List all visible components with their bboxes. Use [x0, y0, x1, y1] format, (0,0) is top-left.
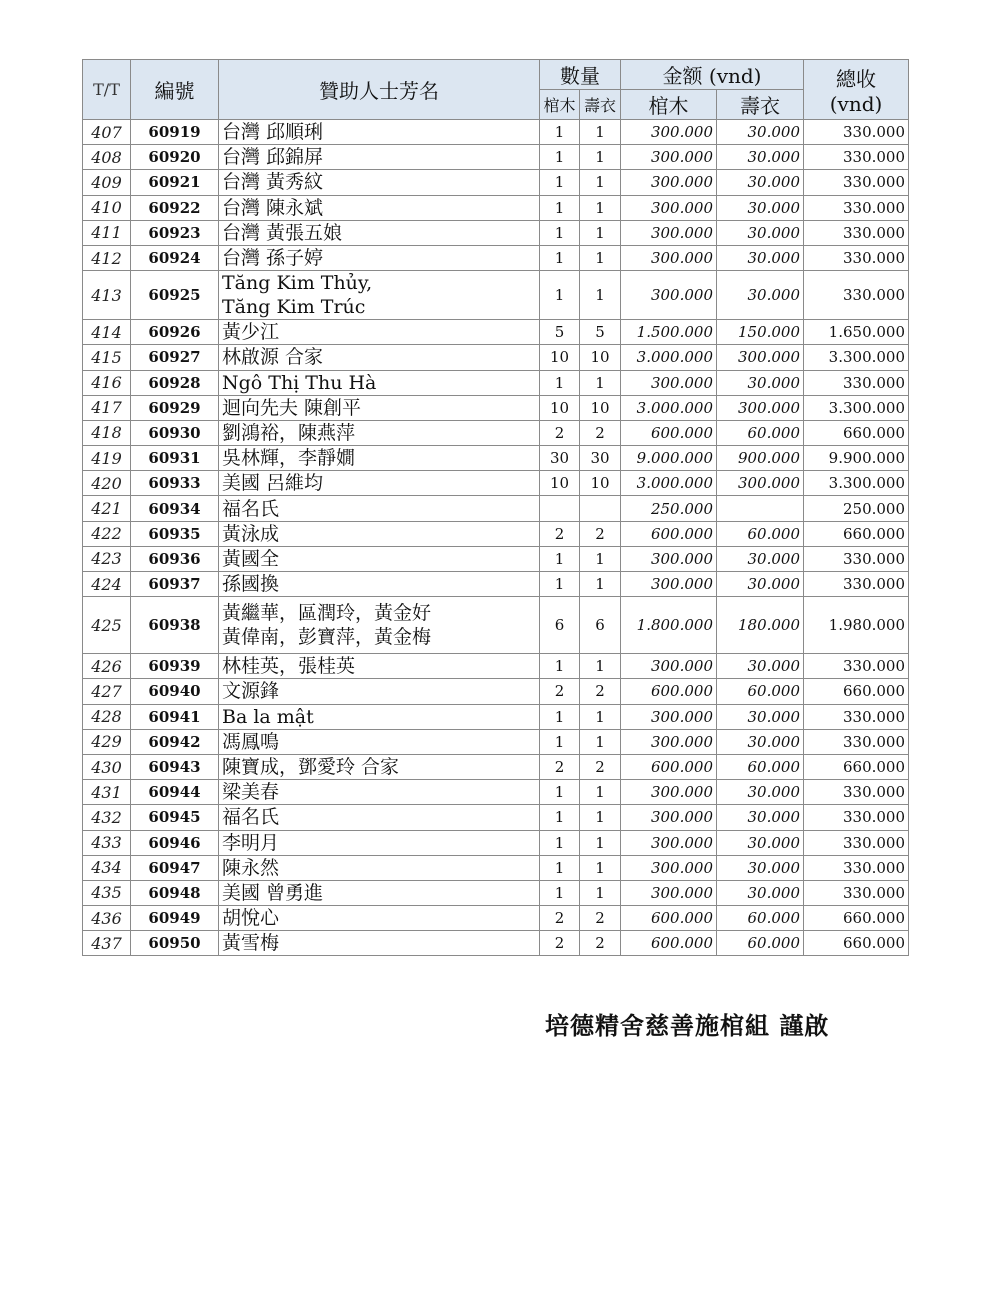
row-amt-robe: 30.000 — [717, 855, 804, 880]
row-name: 黃泳成 — [219, 521, 540, 546]
row-code: 60934 — [131, 496, 219, 521]
row-qty-robe: 1 — [580, 120, 621, 145]
row-name: 美國 曾勇進 — [219, 880, 540, 905]
row-amt-coffin: 300.000 — [621, 572, 717, 597]
row-qty-robe: 6 — [580, 597, 621, 654]
row-qty-coffin: 1 — [540, 195, 580, 220]
row-amt-robe: 180.000 — [717, 597, 804, 654]
donation-table — [82, 59, 909, 956]
row-code: 60937 — [131, 572, 219, 597]
row-qty-robe: 10 — [580, 395, 621, 420]
row-total: 330.000 — [804, 880, 909, 905]
row-qty-robe: 1 — [580, 145, 621, 170]
row-qty-coffin: 10 — [540, 395, 580, 420]
row-tt: 427 — [83, 679, 131, 704]
row-name — [219, 597, 540, 654]
row-name: 林啟源 合家 — [219, 345, 540, 370]
row-qty-coffin: 1 — [540, 805, 580, 830]
row-tt: 429 — [83, 729, 131, 754]
row-amt-robe: 60.000 — [717, 906, 804, 931]
row-total: 660.000 — [804, 931, 909, 956]
table-row — [83, 855, 909, 880]
row-tt: 415 — [83, 345, 131, 370]
row-tt: 432 — [83, 805, 131, 830]
table-row — [83, 729, 909, 754]
row-qty-coffin: 1 — [540, 145, 580, 170]
row-total: 330.000 — [804, 145, 909, 170]
row-code: 60920 — [131, 145, 219, 170]
row-code: 60921 — [131, 170, 219, 195]
row-qty-robe: 1 — [580, 880, 621, 905]
row-amt-robe: 30.000 — [717, 220, 804, 245]
row-name: 台灣 陳永斌 — [219, 195, 540, 220]
row-qty-robe: 1 — [580, 572, 621, 597]
row-total: 330.000 — [804, 170, 909, 195]
row-tt: 410 — [83, 195, 131, 220]
table-row — [83, 597, 909, 654]
row-name: 胡悅心 — [219, 906, 540, 931]
row-qty-coffin: 10 — [540, 345, 580, 370]
row-name: 福名氏 — [219, 805, 540, 830]
table-row — [83, 880, 909, 905]
row-qty-coffin: 1 — [540, 220, 580, 245]
table-row — [83, 345, 909, 370]
row-amt-robe: 900.000 — [717, 446, 804, 471]
row-amt-coffin: 1.500.000 — [621, 320, 717, 345]
row-amt-robe: 30.000 — [717, 704, 804, 729]
row-tt: 416 — [83, 370, 131, 395]
row-name: 迴向先夫 陳創平 — [219, 395, 540, 420]
row-amt-coffin: 250.000 — [621, 496, 717, 521]
row-code: 60924 — [131, 245, 219, 270]
header-amt-coffin: 棺木 — [621, 90, 717, 120]
row-qty-coffin: 1 — [540, 880, 580, 905]
row-code: 60936 — [131, 546, 219, 571]
table-row — [83, 654, 909, 679]
row-name: 台灣 邱錦屏 — [219, 145, 540, 170]
row-tt: 422 — [83, 521, 131, 546]
row-total: 330.000 — [804, 546, 909, 571]
header-amount: 金额 (vnd) — [621, 60, 804, 90]
row-qty-coffin: 2 — [540, 521, 580, 546]
row-name: 孫國換 — [219, 572, 540, 597]
table-row — [83, 906, 909, 931]
row-amt-robe: 30.000 — [717, 572, 804, 597]
row-qty-coffin: 2 — [540, 931, 580, 956]
row-amt-robe: 30.000 — [717, 729, 804, 754]
row-code: 60926 — [131, 320, 219, 345]
row-qty-coffin: 1 — [540, 370, 580, 395]
row-total: 330.000 — [804, 780, 909, 805]
row-qty-coffin: 5 — [540, 320, 580, 345]
table-body — [83, 120, 909, 956]
row-qty-robe: 1 — [580, 805, 621, 830]
row-total: 3.300.000 — [804, 395, 909, 420]
row-name: 劉鴻裕，陳燕萍 — [219, 420, 540, 445]
table-row — [83, 830, 909, 855]
row-tt: 408 — [83, 145, 131, 170]
row-name: 陳寶成，鄧愛玲 合家 — [219, 754, 540, 779]
row-qty-robe: 2 — [580, 754, 621, 779]
row-name: Ba la mật — [219, 704, 540, 729]
row-amt-coffin: 300.000 — [621, 855, 717, 880]
row-amt-coffin: 300.000 — [621, 830, 717, 855]
table-row — [83, 754, 909, 779]
row-name: 台灣 黃張五娘 — [219, 220, 540, 245]
row-name: 美國 呂維均 — [219, 471, 540, 496]
header-qty-coffin: 棺木 — [540, 90, 580, 120]
row-qty-robe — [580, 496, 621, 521]
row-tt: 431 — [83, 780, 131, 805]
row-qty-coffin: 1 — [540, 704, 580, 729]
row-qty-coffin: 1 — [540, 546, 580, 571]
row-amt-robe: 150.000 — [717, 320, 804, 345]
row-qty-robe: 1 — [580, 271, 621, 320]
table-row — [83, 195, 909, 220]
row-qty-coffin: 1 — [540, 120, 580, 145]
row-name: 台灣 孫子婷 — [219, 245, 540, 270]
row-amt-robe: 60.000 — [717, 931, 804, 956]
row-code: 60928 — [131, 370, 219, 395]
row-amt-coffin: 3.000.000 — [621, 471, 717, 496]
row-amt-coffin: 300.000 — [621, 370, 717, 395]
row-qty-coffin: 1 — [540, 271, 580, 320]
row-amt-robe — [717, 496, 804, 521]
row-tt: 425 — [83, 597, 131, 654]
row-amt-coffin: 9.000.000 — [621, 446, 717, 471]
row-total: 660.000 — [804, 679, 909, 704]
row-total: 330.000 — [804, 370, 909, 395]
row-tt: 418 — [83, 420, 131, 445]
row-name: 台灣 邱順琍 — [219, 120, 540, 145]
row-amt-coffin: 300.000 — [621, 805, 717, 830]
row-code: 60925 — [131, 271, 219, 320]
row-name: 馮鳳鳴 — [219, 729, 540, 754]
table-row — [83, 120, 909, 145]
table-row — [83, 271, 909, 320]
row-total: 660.000 — [804, 906, 909, 931]
row-amt-coffin: 300.000 — [621, 704, 717, 729]
row-tt: 417 — [83, 395, 131, 420]
row-total: 330.000 — [804, 855, 909, 880]
row-qty-robe: 2 — [580, 679, 621, 704]
row-qty-coffin: 1 — [540, 830, 580, 855]
header-tt: T/T — [83, 60, 131, 120]
row-name: 福名氏 — [219, 496, 540, 521]
row-total: 330.000 — [804, 729, 909, 754]
row-tt: 411 — [83, 220, 131, 245]
row-tt: 436 — [83, 906, 131, 931]
row-name-line2: Tăng Kim Trúc — [222, 296, 366, 319]
table-row — [83, 546, 909, 571]
row-code: 60946 — [131, 830, 219, 855]
row-total: 3.300.000 — [804, 471, 909, 496]
row-amt-coffin: 1.800.000 — [621, 597, 717, 654]
row-name: 黃少江 — [219, 320, 540, 345]
row-qty-coffin: 1 — [540, 245, 580, 270]
row-qty-robe: 2 — [580, 931, 621, 956]
header-qty-robe: 壽衣 — [580, 90, 621, 120]
signature: 培德精舍慈善施棺組 謹啟 — [545, 1012, 830, 1040]
row-amt-coffin: 3.000.000 — [621, 395, 717, 420]
row-total: 660.000 — [804, 521, 909, 546]
row-amt-robe: 30.000 — [717, 195, 804, 220]
row-amt-robe: 300.000 — [717, 471, 804, 496]
row-tt: 421 — [83, 496, 131, 521]
table-row — [83, 931, 909, 956]
row-name: 梁美春 — [219, 780, 540, 805]
header-row — [83, 60, 909, 90]
row-qty-robe: 5 — [580, 320, 621, 345]
row-code: 60929 — [131, 395, 219, 420]
row-total: 330.000 — [804, 271, 909, 320]
row-total: 1.650.000 — [804, 320, 909, 345]
row-amt-coffin: 300.000 — [621, 170, 717, 195]
row-total: 330.000 — [804, 120, 909, 145]
row-amt-robe: 30.000 — [717, 880, 804, 905]
row-tt: 428 — [83, 704, 131, 729]
header-quantity: 數量 — [540, 60, 621, 90]
row-qty-coffin: 1 — [540, 654, 580, 679]
row-amt-robe: 300.000 — [717, 395, 804, 420]
row-amt-robe: 60.000 — [717, 754, 804, 779]
table-row — [83, 572, 909, 597]
row-qty-robe: 1 — [580, 704, 621, 729]
row-amt-coffin: 300.000 — [621, 880, 717, 905]
row-qty-coffin — [540, 496, 580, 521]
row-total: 3.300.000 — [804, 345, 909, 370]
row-tt: 413 — [83, 271, 131, 320]
row-qty-robe: 2 — [580, 906, 621, 931]
row-tt: 435 — [83, 880, 131, 905]
row-qty-robe: 1 — [580, 855, 621, 880]
row-amt-coffin: 300.000 — [621, 245, 717, 270]
row-name: 黃雪梅 — [219, 931, 540, 956]
row-code: 60922 — [131, 195, 219, 220]
row-total: 1.980.000 — [804, 597, 909, 654]
row-name — [219, 271, 540, 320]
row-tt: 430 — [83, 754, 131, 779]
row-amt-coffin: 300.000 — [621, 145, 717, 170]
row-amt-robe: 30.000 — [717, 546, 804, 571]
row-code: 60939 — [131, 654, 219, 679]
row-tt: 426 — [83, 654, 131, 679]
row-amt-robe: 30.000 — [717, 805, 804, 830]
row-amt-robe: 60.000 — [717, 420, 804, 445]
row-code: 60919 — [131, 120, 219, 145]
row-code: 60940 — [131, 679, 219, 704]
row-qty-robe: 10 — [580, 471, 621, 496]
row-amt-coffin: 300.000 — [621, 120, 717, 145]
row-code: 60933 — [131, 471, 219, 496]
row-total: 330.000 — [804, 245, 909, 270]
row-total: 330.000 — [804, 830, 909, 855]
row-qty-robe: 1 — [580, 370, 621, 395]
row-name: 吳林輝，李靜嫺 — [219, 446, 540, 471]
row-amt-robe: 30.000 — [717, 830, 804, 855]
row-qty-coffin: 30 — [540, 446, 580, 471]
row-qty-robe: 1 — [580, 729, 621, 754]
table-row — [83, 320, 909, 345]
table-row — [83, 780, 909, 805]
row-qty-robe: 10 — [580, 345, 621, 370]
row-amt-coffin: 600.000 — [621, 906, 717, 931]
row-qty-coffin: 1 — [540, 729, 580, 754]
row-total: 660.000 — [804, 754, 909, 779]
table-row — [83, 170, 909, 195]
row-name: 林桂英，張桂英 — [219, 654, 540, 679]
row-amt-coffin: 600.000 — [621, 931, 717, 956]
table-row — [83, 496, 909, 521]
row-total: 660.000 — [804, 420, 909, 445]
row-amt-coffin: 300.000 — [621, 220, 717, 245]
table-row — [83, 679, 909, 704]
table-row — [83, 145, 909, 170]
row-tt: 414 — [83, 320, 131, 345]
row-qty-robe: 1 — [580, 830, 621, 855]
row-qty-robe: 2 — [580, 521, 621, 546]
row-code: 60927 — [131, 345, 219, 370]
row-code: 60945 — [131, 805, 219, 830]
row-qty-coffin: 6 — [540, 597, 580, 654]
row-amt-coffin: 600.000 — [621, 420, 717, 445]
row-code: 60930 — [131, 420, 219, 445]
row-tt: 423 — [83, 546, 131, 571]
row-amt-robe: 60.000 — [717, 679, 804, 704]
row-code: 60935 — [131, 521, 219, 546]
row-tt: 437 — [83, 931, 131, 956]
row-tt: 420 — [83, 471, 131, 496]
row-amt-coffin: 300.000 — [621, 654, 717, 679]
row-amt-robe: 30.000 — [717, 780, 804, 805]
row-amt-coffin: 300.000 — [621, 271, 717, 320]
row-code: 60931 — [131, 446, 219, 471]
row-qty-robe: 1 — [580, 170, 621, 195]
row-amt-robe: 30.000 — [717, 170, 804, 195]
row-code: 60941 — [131, 704, 219, 729]
row-qty-coffin: 1 — [540, 170, 580, 195]
row-name: Ngô Thị Thu Hà — [219, 370, 540, 395]
row-amt-coffin: 300.000 — [621, 195, 717, 220]
row-code: 60943 — [131, 754, 219, 779]
row-name-line1: Tăng Kim Thủy, — [222, 272, 373, 295]
row-total: 330.000 — [804, 220, 909, 245]
row-total: 330.000 — [804, 654, 909, 679]
row-qty-robe: 1 — [580, 195, 621, 220]
row-amt-robe: 30.000 — [717, 271, 804, 320]
row-qty-robe: 1 — [580, 245, 621, 270]
row-code: 60944 — [131, 780, 219, 805]
row-amt-robe: 300.000 — [717, 345, 804, 370]
table-row — [83, 245, 909, 270]
table-row — [83, 471, 909, 496]
table-row — [83, 446, 909, 471]
row-qty-coffin: 2 — [540, 420, 580, 445]
row-code: 60948 — [131, 880, 219, 905]
table-row — [83, 370, 909, 395]
row-amt-coffin: 300.000 — [621, 546, 717, 571]
row-qty-robe: 1 — [580, 546, 621, 571]
row-amt-coffin: 300.000 — [621, 729, 717, 754]
row-qty-coffin: 10 — [540, 471, 580, 496]
row-tt: 409 — [83, 170, 131, 195]
row-amt-coffin: 3.000.000 — [621, 345, 717, 370]
row-tt: 434 — [83, 855, 131, 880]
row-total: 9.900.000 — [804, 446, 909, 471]
row-name-line1: 黃繼華，區潤玲，黃金好 — [222, 602, 432, 625]
row-qty-coffin: 2 — [540, 906, 580, 931]
row-qty-robe: 2 — [580, 420, 621, 445]
row-total: 250.000 — [804, 496, 909, 521]
row-code: 60950 — [131, 931, 219, 956]
row-amt-coffin: 600.000 — [621, 679, 717, 704]
header-total-line1: 總收 — [836, 67, 877, 91]
row-amt-coffin: 300.000 — [621, 780, 717, 805]
row-code: 60947 — [131, 855, 219, 880]
table-row — [83, 220, 909, 245]
row-qty-robe: 1 — [580, 780, 621, 805]
row-total: 330.000 — [804, 805, 909, 830]
row-tt: 424 — [83, 572, 131, 597]
row-qty-coffin: 1 — [540, 780, 580, 805]
header-total-line2: (vnd) — [829, 92, 883, 116]
header-code: 編號 — [131, 60, 219, 120]
row-code: 60938 — [131, 597, 219, 654]
row-qty-robe: 30 — [580, 446, 621, 471]
row-name-line2: 黃偉南，彭寶萍，黃金梅 — [222, 626, 432, 649]
table-row — [83, 420, 909, 445]
row-total: 330.000 — [804, 704, 909, 729]
row-amt-coffin: 600.000 — [621, 521, 717, 546]
row-amt-robe: 30.000 — [717, 120, 804, 145]
row-amt-robe: 60.000 — [717, 521, 804, 546]
row-qty-coffin: 2 — [540, 679, 580, 704]
header-total — [804, 60, 909, 120]
row-tt: 419 — [83, 446, 131, 471]
row-name: 黃國全 — [219, 546, 540, 571]
row-tt: 412 — [83, 245, 131, 270]
row-code: 60923 — [131, 220, 219, 245]
row-name: 台灣 黃秀紋 — [219, 170, 540, 195]
row-qty-robe: 1 — [580, 220, 621, 245]
row-qty-robe: 1 — [580, 654, 621, 679]
row-qty-coffin: 1 — [540, 855, 580, 880]
row-tt: 407 — [83, 120, 131, 145]
row-tt: 433 — [83, 830, 131, 855]
row-name: 李明月 — [219, 830, 540, 855]
row-code: 60949 — [131, 906, 219, 931]
table-row — [83, 805, 909, 830]
row-amt-robe: 30.000 — [717, 654, 804, 679]
row-amt-robe: 30.000 — [717, 245, 804, 270]
header-amt-robe: 壽衣 — [717, 90, 804, 120]
row-code: 60942 — [131, 729, 219, 754]
row-name: 陳永然 — [219, 855, 540, 880]
row-total: 330.000 — [804, 572, 909, 597]
table-row — [83, 521, 909, 546]
row-name: 文源鋒 — [219, 679, 540, 704]
table-row — [83, 395, 909, 420]
row-qty-coffin: 1 — [540, 572, 580, 597]
row-qty-coffin: 2 — [540, 754, 580, 779]
row-amt-coffin: 600.000 — [621, 754, 717, 779]
row-amt-robe: 30.000 — [717, 145, 804, 170]
header-name: 贊助人士芳名 — [219, 60, 540, 120]
row-amt-robe: 30.000 — [717, 370, 804, 395]
row-total: 330.000 — [804, 195, 909, 220]
table-row — [83, 704, 909, 729]
